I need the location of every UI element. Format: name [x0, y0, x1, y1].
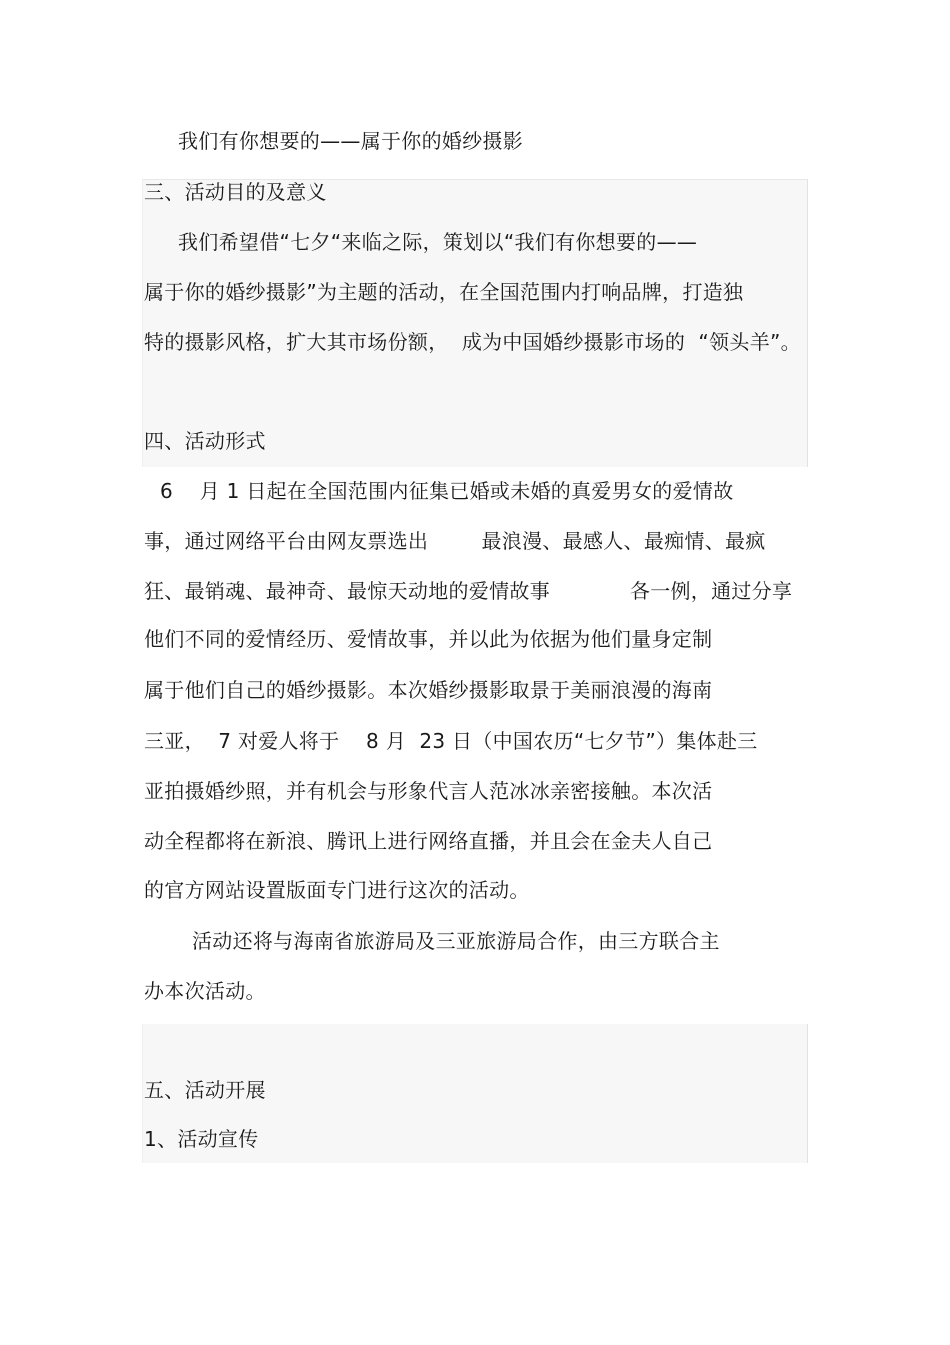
- paragraph-line: 狂、最销魂、最神奇、最惊天动地的爱情故事 各一例，通过分享: [144, 579, 793, 603]
- paragraph-line: 属于他们自己的婚纱摄影。本次婚纱摄影取景于美丽浪漫的海南: [144, 678, 713, 702]
- section-panel-purpose: [142, 179, 808, 467]
- paragraph-line: 办本次活动。: [144, 979, 266, 1003]
- paragraph-line: 动全程都将在新浪、腾讯上进行网络直播，并且会在金夫人自己: [144, 829, 713, 853]
- intro-line: 我们有你想要的——属于你的婚纱摄影: [178, 129, 524, 153]
- paragraph-line: 事，通过网络平台由网友票选出 最浪漫、最感人、最痴情、最疯: [144, 529, 766, 553]
- paragraph-line: 三亚， 7 对爱人将于 8 月 23 日（中国农历“七夕节”）集体赴三: [144, 729, 758, 753]
- section-heading-format: 四、活动形式: [144, 429, 266, 453]
- paragraph-line: 我们希望借“七夕“来临之际，策划以“我们有你想要的——: [178, 230, 698, 254]
- section-heading-development: 五、活动开展: [144, 1078, 266, 1102]
- paragraph-line: 的官方网站设置版面专门进行这次的活动。: [144, 878, 530, 902]
- paragraph-line: 6 月 1 日起在全国范围内征集已婚或未婚的真爱男女的爱情故: [160, 479, 734, 503]
- paragraph-line: 活动还将与海南省旅游局及三亚旅游局合作，由三方联合主: [192, 929, 720, 953]
- paragraph-line: 属于你的婚纱摄影”为主题的活动，在全国范围内打响品牌，打造独: [144, 280, 744, 304]
- sub-heading-promotion: 1、活动宣传: [144, 1127, 259, 1151]
- paragraph-line: 他们不同的爱情经历、爱情故事，并以此为依据为他们量身定制: [144, 627, 713, 651]
- paragraph-line: 特的摄影风格，扩大其市场份额， 成为中国婚纱摄影市场的 “领头羊”。: [144, 330, 801, 354]
- section-heading-purpose: 三、活动目的及意义: [144, 180, 327, 204]
- paragraph-line: 亚拍摄婚纱照，并有机会与形象代言人范冰冰亲密接触。本次活: [144, 779, 713, 803]
